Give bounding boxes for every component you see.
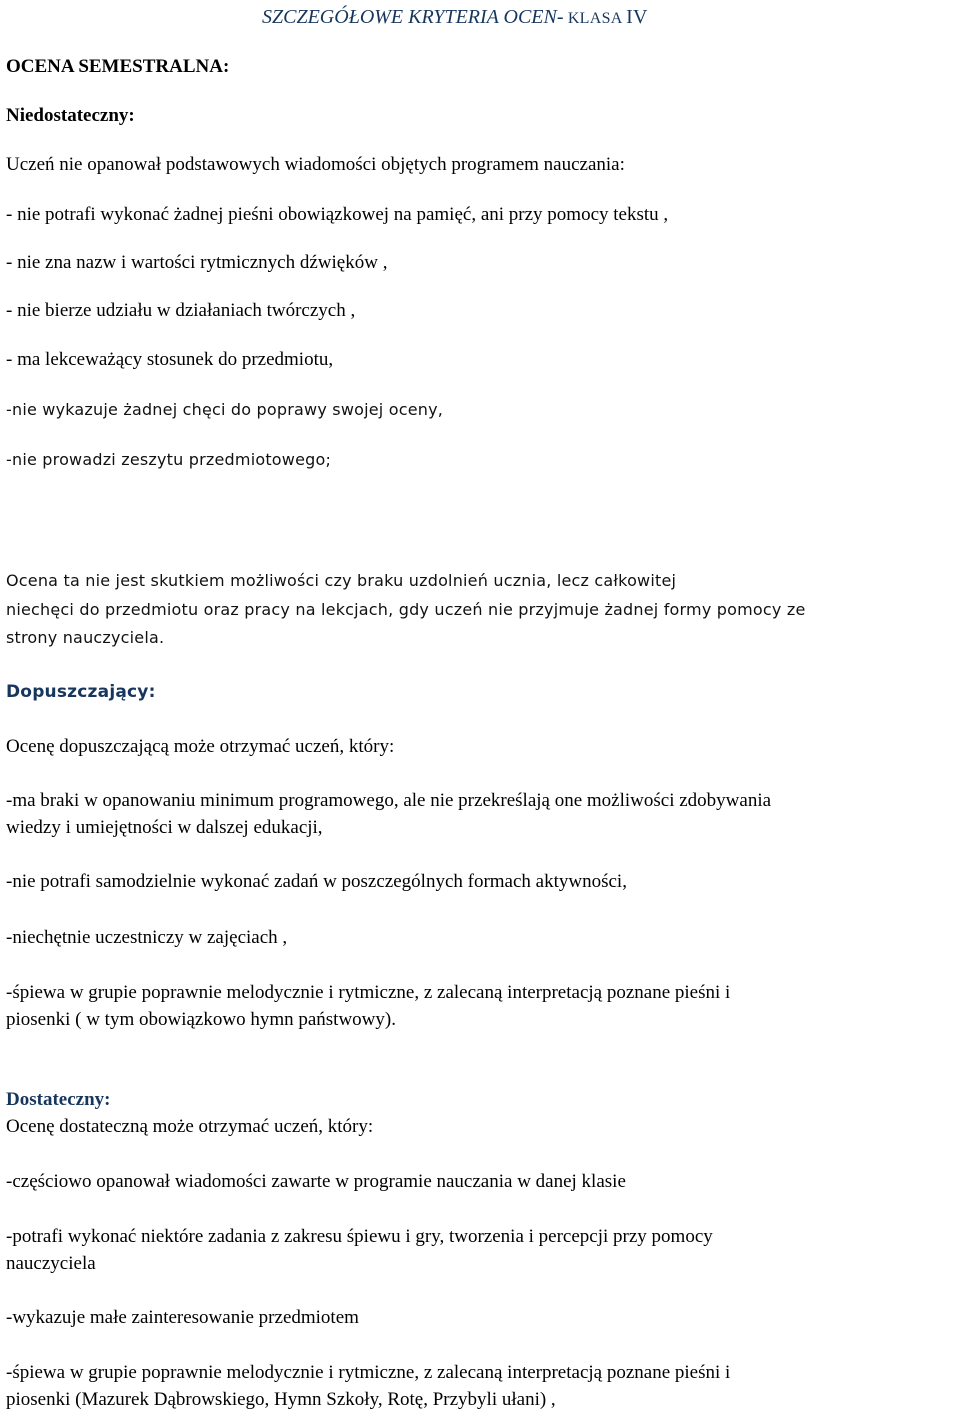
dopuszczajacy-intro: Ocenę dopuszczającą może otrzymać uczeń, który:: [6, 736, 395, 757]
dopuszczajacy-line: piosenki ( w tym obowiązkowo hymn państwowy).: [6, 1009, 396, 1030]
semester-heading: OCENA SEMESTRALNA:: [6, 56, 230, 77]
dostateczny-line: -wykazuje małe zainteresowanie przedmiotem: [6, 1307, 359, 1328]
document-title: [262, 7, 648, 29]
dostateczny-line: nauczyciela: [6, 1253, 96, 1274]
dopuszczajacy-line: -ma braki w opanowaniu minimum programowego, ale nie przekreślają one możliwości zdobywania: [6, 790, 772, 811]
dopuszczajacy-line: -śpiewa w grupie poprawnie melodycznie i rytmiczne, z zalecaną interpretacją poznane pieśni i: [6, 982, 731, 1003]
dostateczny-intro: Ocenę dostateczną może otrzymać uczeń, który:: [6, 1116, 374, 1137]
dostateczny-line: -częściowo opanował wiadomości zawarte w programie nauczania w danej klasie: [6, 1171, 626, 1192]
dopuszczajacy-line: wiedzy i umiejętności w dalszej edukacji,: [6, 817, 323, 838]
niedostateczny-note-line: strony nauczyciela.: [6, 628, 165, 647]
niedostateczny-item: -nie prowadzi zeszytu przedmiotowego;: [6, 450, 332, 469]
niedostateczny-note-line: Ocena ta nie jest skutkiem możliwości czy braku uzdolnień ucznia, lecz całkowitej: [6, 571, 677, 590]
niedostateczny-intro: Uczeń nie opanował podstawowych wiadomości objętych programem nauczania:: [6, 154, 625, 175]
document-title-main: SZCZEGÓŁOWE KRYTERIA OCEN-: [262, 6, 564, 28]
niedostateczny-item: - nie potrafi wykonać żadnej pieśni obowiązkowej na pamięć, ani przy pomocy tekstu ,: [6, 204, 669, 225]
niedostateczny-item: - nie bierze udziału w działaniach twórczych ,: [6, 300, 356, 321]
document-title-class: KLASA IV: [563, 6, 648, 28]
dopuszczajacy-line: -niechętnie uczestniczy w zajęciach ,: [6, 927, 288, 948]
dopuszczajacy-line: -nie potrafi samodzielnie wykonać zadań w poszczególnych formach aktywności,: [6, 871, 627, 892]
grade-heading-niedostateczny: Niedostateczny:: [6, 105, 135, 126]
niedostateczny-item: - ma lekceważący stosunek do przedmiotu,: [6, 349, 334, 370]
niedostateczny-item: - nie zna nazw i wartości rytmicznych dźwięków ,: [6, 252, 388, 273]
niedostateczny-item: -nie wykazuje żadnej chęci do poprawy swojej oceny,: [6, 400, 444, 419]
dostateczny-line: piosenki (Mazurek Dąbrowskiego, Hymn Szkoły, Rotę, Przybyli ułani) ,: [6, 1389, 556, 1410]
dostateczny-line: -śpiewa w grupie poprawnie melodycznie i rytmiczne, z zalecaną interpretacją poznane pieśni i: [6, 1362, 731, 1383]
grade-heading-dostateczny: Dostateczny:: [6, 1089, 111, 1110]
grade-heading-dopuszczajacy: Dopuszczający:: [6, 682, 156, 702]
dostateczny-line: -potrafi wykonać niektóre zadania z zakresu śpiewu i gry, tworzenia i percepcji przy pomocy: [6, 1226, 713, 1247]
niedostateczny-note-line: niechęci do przedmiotu oraz pracy na lekcjach, gdy uczeń nie przyjmuje żadnej formy pomocy ze: [6, 600, 806, 619]
